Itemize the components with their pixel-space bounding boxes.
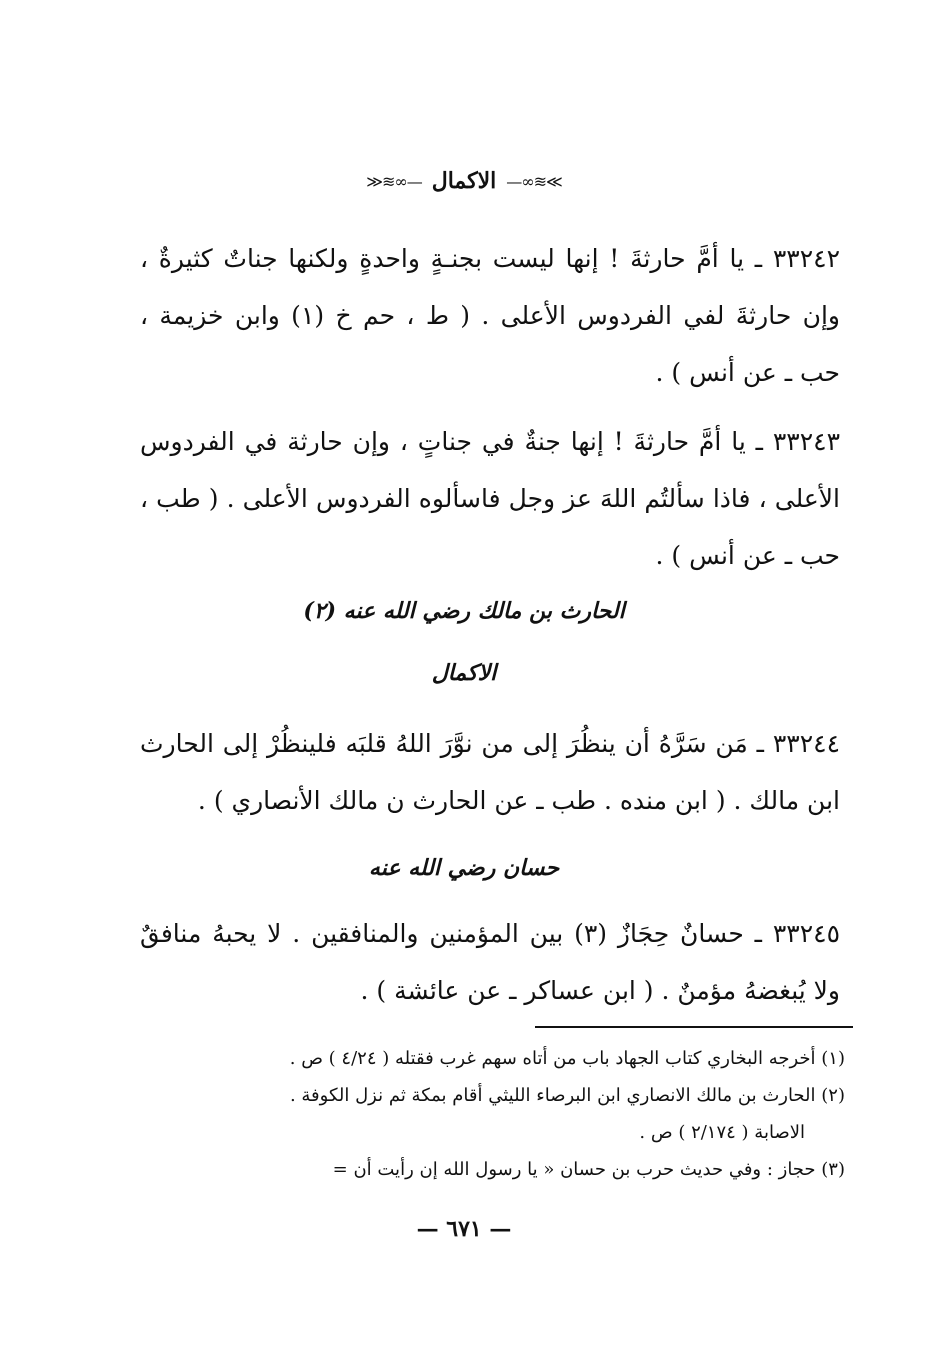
page-header bbox=[0, 168, 928, 194]
hadith-entry-33243: ٣٣٢٤٣ ـ يا أمَّ حارثةَ ! إنها جنةٌ في جناتٍ ، وإن حارثة في الفردوس الأعلى ، فاذا سألتُم اللهَ عز وجل فاسألوه الفردوس الأعلى . ( طب ، حب ـ عن أنس ) . bbox=[140, 427, 840, 570]
footnote-2: (٢) الحارث بن مالك الانصاري ابن البرصاء الليثي أقام بمكة ثم نزل الكوفة . bbox=[289, 1085, 845, 1106]
footnote-3: (٣) حجاز : وفي حديث حرب بن حسان « يا رسول الله إن رأيت أن = bbox=[332, 1159, 845, 1180]
section-subheading-ikmal: الاكمال bbox=[431, 660, 497, 686]
hadith-entry-33242: ٣٣٢٤٢ ـ يا أمَّ حارثةَ ! إنها ليست بجنـةٍ واحدةٍ ولكنها جناتٌ كثيرةٌ ، وإن حارثةَ لفي الفردوس الأعلى . ( ط ، حم خ (١) وابن خزيمة ، حب ـ عن أنس ) . bbox=[140, 244, 841, 387]
header-title: الاكمال bbox=[431, 168, 497, 194]
footnote-divider bbox=[535, 1026, 853, 1028]
footnote-2-continuation: الاصابة ( ٢/١٧٤ ) ص . bbox=[639, 1122, 805, 1143]
page-number: — ٦٧١ — bbox=[416, 1216, 512, 1242]
footnote-1: (١) أخرجه البخاري كتاب الجهاد باب من أتاه سهم غرب فقتله ( ٤/٢٤ ) ص . bbox=[289, 1048, 845, 1069]
ornament-left: —∞≋≪ bbox=[366, 171, 422, 191]
hadith-entry-33245: ٣٣٢٤٥ ـ حسانٌ حِجَازٌ (٣) بين المؤمنين والمنافقين . لا يحبهُ منافقٌ ولا يُبغضهُ مؤمنٌ . ( ابن عساكر ـ عن عائشة ) . bbox=[140, 919, 840, 1005]
section-heading-harith: الحارث بن مالك رضي الله عنه (٢) bbox=[303, 598, 625, 624]
section-heading-hassan: حسان رضي الله عنه bbox=[368, 855, 560, 881]
hadith-entry-33244: ٣٣٢٤٤ ـ مَن سَرَّهُ أن ينظُرَ إلى من نوَّرَ اللهُ قلبَه فلينظُرْ إلى الحارث ابن مالك . ( ابن منده . طب ـ عن الحارث ن مالك الأنصاري ) . bbox=[140, 729, 840, 815]
ornament-right: ≫≋∞— bbox=[506, 171, 562, 191]
footnotes bbox=[140, 1040, 845, 1188]
